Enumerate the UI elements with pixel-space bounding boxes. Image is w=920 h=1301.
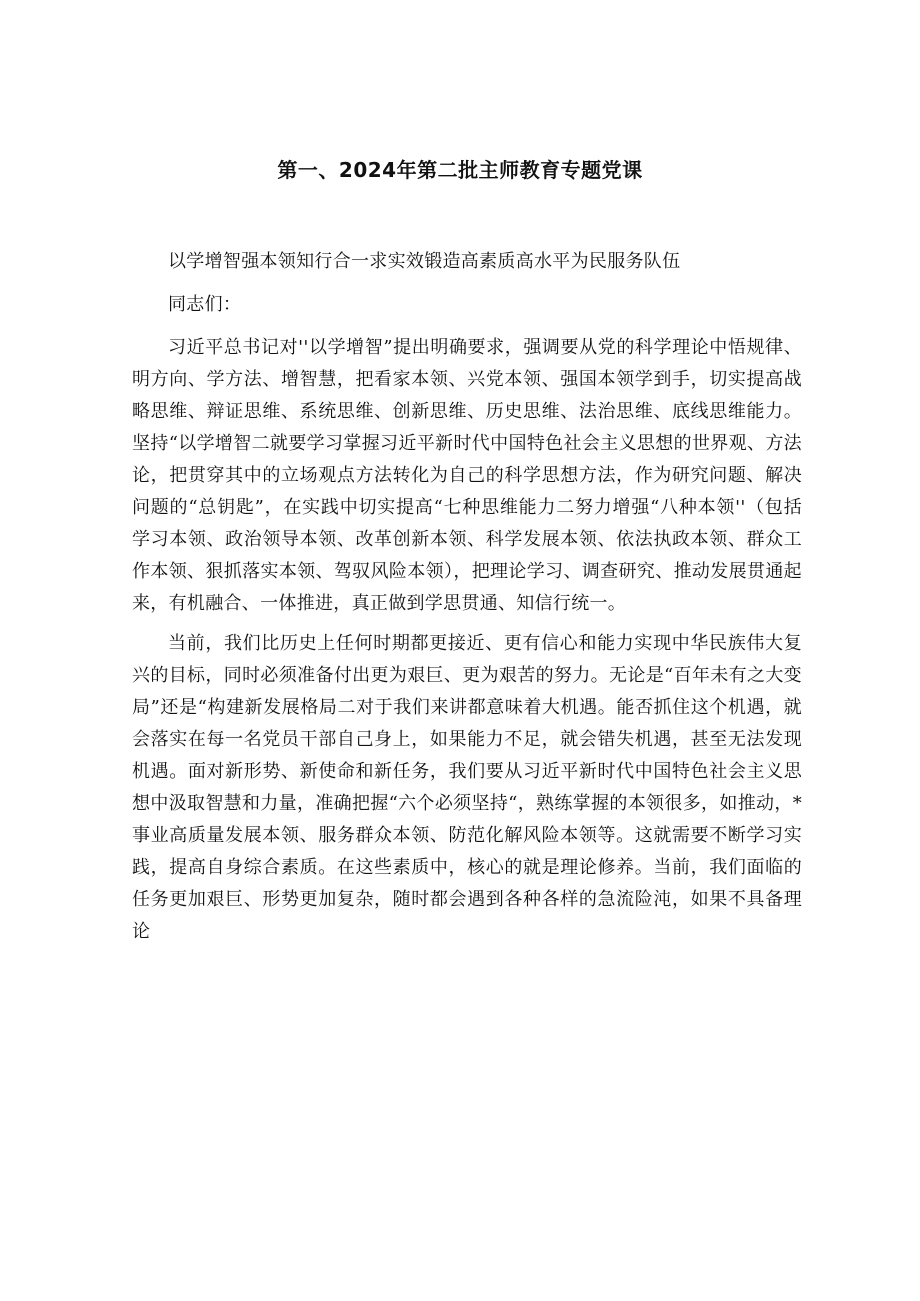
document-body [132,246,802,956]
page-title: 第一、2024年第二批主师教育专题党课 [277,158,643,182]
salutation: 同志们： [168,294,242,315]
paragraph-2: 当前，我们比历史上任何时期都更接近、更有信心和能力实现中华民族伟大复兴的目标，同时必须准备付出更为艰巨、更为艰苦的努力。无论是“百年未有之大变局”还是“构建新发展格局二对于我们来讲都意味着大机遇。能否抓住这个机遇，就会落实在每一名党员干部自己身上，如果能力不足，就会错失机遇，甚至无法发现机遇。面对新形势、新使命和新任务，我们要从习近平新时代中国特色社会主义思想中汲取智慧和力量，准确把握“六个必须坚持“，熟练掌握的本领很多，如推动，*事业高质量发展本领、服务群众本领、防范化解风险本领等。这就需要不断学习实践，提高自身综合素质。在这些素质中，核心的就是理论修养。当前，我们面临的任务更加艰巨、形势更加复杂，随时都会遇到各种各样的急流险沌，如果不具备理论 [132,633,802,942]
paragraph-1: 习近平总书记对''以学增智”提出明确要求，强调要从党的科学理论中悟规律、明方向、学方法、增智慧，把看家本领、兴党本领、强国本领学到手，切实提高战略思维、辩证思维、系统思维、创新思维、历史思维、法治思维、底线思维能力。坚持“以学增智二就要学习掌握习近平新时代中国特色社会主义思想的世界观、方法论，把贯穿其中的立场观点方法转化为自己的科学思想方法，作为研究问题、解决问题的“总钥匙”，在实践中切实提高“七种思维能力二努力增强“八种本领''（包括学习本领、政治领导本领、改革创新本领、科学发展本领、依法执政本领、群众工作本领、狠抓落实本领、驾驭风险本领），把理论学习、调查研究、推动发展贯通起来，有机融合、一体推进，真正做到学思贯通、知信行统一。 [132,337,802,614]
document-subtitle: 以学增智强本领知行合一求实效锻造高素质高水平为民服务队伍 [168,251,681,272]
